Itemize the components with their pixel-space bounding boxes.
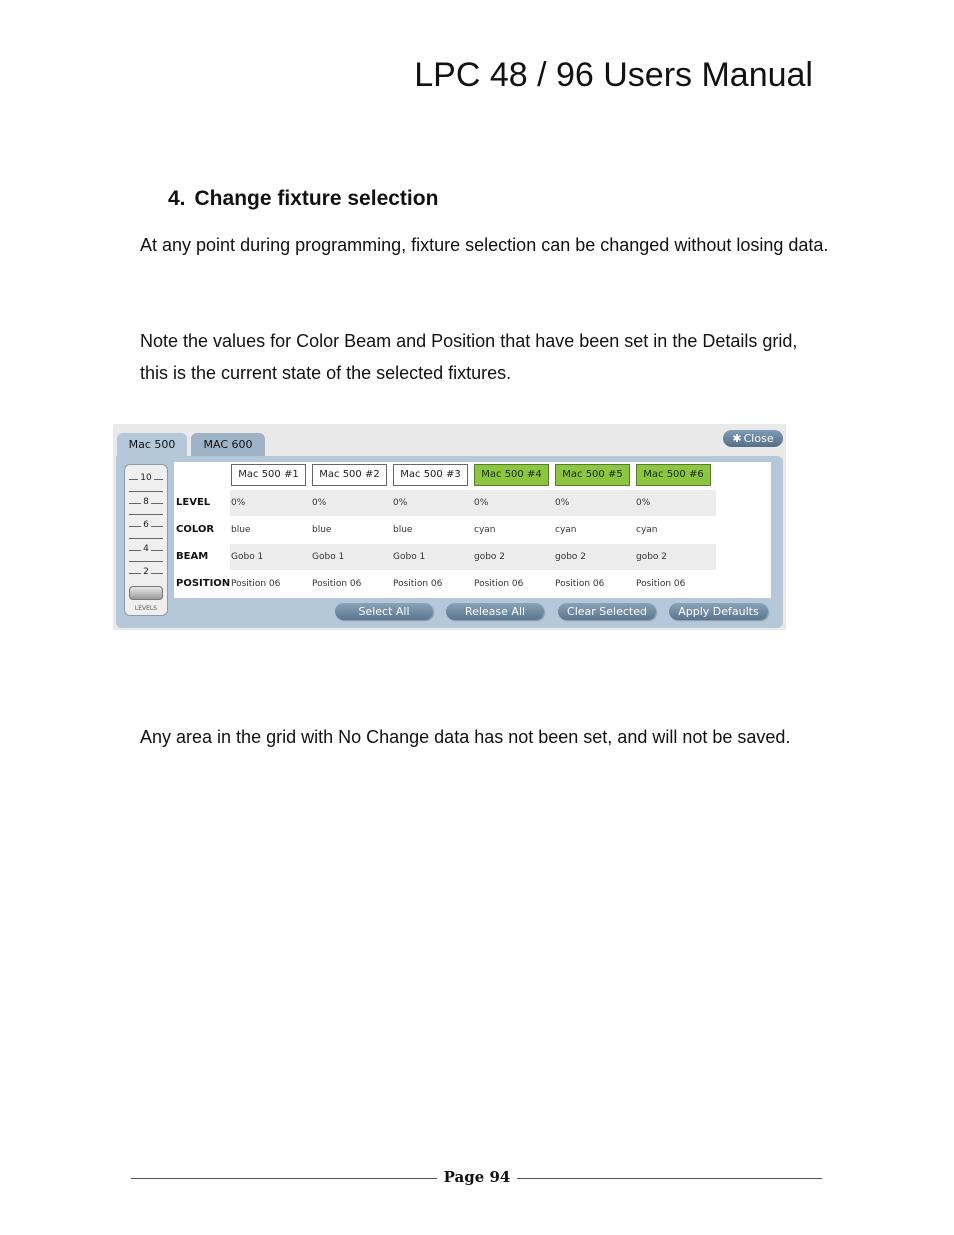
grid-cell[interactable]: 0% (636, 498, 651, 508)
slider-tick-label (129, 497, 163, 507)
fixture-panel-screenshot (113, 424, 786, 630)
slider-tick-text: 8 (143, 496, 149, 507)
close-button[interactable] (723, 430, 783, 447)
close-icon: ✱ (732, 432, 742, 445)
slider-minor-tick (129, 538, 163, 539)
tab-mac-600[interactable]: MAC 600 (191, 433, 265, 457)
grid-cell[interactable]: gobo 2 (636, 552, 668, 562)
section-number: 4. (168, 187, 186, 210)
grid-cell[interactable]: cyan (636, 525, 658, 535)
slider-tick-label (129, 520, 163, 530)
grid-cell[interactable]: Gobo 1 (393, 552, 426, 562)
grid-cell[interactable]: 0% (231, 498, 246, 508)
grid-cell[interactable]: 0% (312, 498, 327, 508)
grid-cell[interactable]: 0% (555, 498, 570, 508)
grid-cell[interactable]: Gobo 1 (312, 552, 345, 562)
fixture-header-4[interactable]: Mac 500 #4 (474, 464, 549, 486)
slider-tick-label (129, 473, 163, 483)
grid-cell[interactable]: cyan (555, 525, 577, 535)
slider-tick-text: 6 (143, 520, 149, 530)
footer-rule-right (517, 1178, 822, 1179)
fixture-header-3[interactable]: Mac 500 #3 (393, 464, 468, 486)
row-label-position: POSITION (176, 578, 231, 589)
footer-rule-left (131, 1178, 437, 1179)
grid-cell[interactable]: Position 06 (474, 579, 524, 589)
grid-cell[interactable]: Gobo 1 (231, 552, 264, 562)
slider-knob[interactable] (129, 586, 163, 600)
section-title: Change fixture selection (194, 187, 439, 210)
details-grid (174, 462, 771, 598)
slider-minor-tick (129, 491, 163, 492)
grid-cell[interactable]: Position 06 (393, 579, 443, 589)
grid-cell[interactable]: gobo 2 (474, 552, 506, 562)
slider-tick-label (129, 544, 163, 554)
slider-minor-tick (129, 514, 163, 515)
release-all-button[interactable]: Release All (446, 603, 544, 620)
close-button-label: Close (743, 432, 774, 445)
select-all-button[interactable]: Select All (335, 603, 433, 620)
grid-cell[interactable]: Position 06 (231, 579, 281, 589)
grid-cell[interactable]: Position 06 (555, 579, 605, 589)
grid-cell[interactable]: Position 06 (636, 579, 686, 589)
fixture-frame (116, 456, 783, 628)
clear-selected-button[interactable]: Clear Selected (558, 603, 656, 620)
paragraph-intro: At any point during programming, fixture selection can be changed without losing data. (140, 235, 829, 255)
level-slider[interactable] (124, 464, 168, 616)
grid-cell[interactable]: blue (231, 525, 251, 535)
grid-cell[interactable]: cyan (474, 525, 496, 535)
section-heading (168, 187, 438, 211)
fixture-header-2[interactable]: Mac 500 #2 (312, 464, 387, 486)
fixture-header-5[interactable]: Mac 500 #5 (555, 464, 630, 486)
grid-cell[interactable]: blue (393, 525, 413, 535)
row-label-level: LEVEL (176, 497, 211, 508)
row-label-beam: BEAM (176, 551, 209, 562)
slider-tick-text: 10 (140, 473, 152, 483)
grid-cell[interactable]: 0% (393, 498, 408, 508)
paragraph-no-change: Any area in the grid with No Change data has not been set, and will not be saved. (140, 727, 791, 747)
slider-label: LEVELS (134, 605, 158, 612)
fixture-header-1[interactable]: Mac 500 #1 (231, 464, 306, 486)
paragraph-note: Note the values for Color Beam and Position that have been set in the Details grid, this is the current state of the selected fixtures. (140, 331, 798, 383)
tab-mac-500[interactable]: Mac 500 (117, 433, 187, 457)
slider-tick-label (129, 567, 163, 577)
slider-minor-tick (129, 561, 163, 562)
grid-cell[interactable]: 0% (474, 498, 489, 508)
document-title: LPC 48 / 96 Users Manual (414, 56, 813, 94)
slider-tick-text: 4 (143, 543, 149, 554)
row-label-color: COLOR (176, 524, 215, 535)
grid-cell[interactable]: blue (312, 525, 332, 535)
grid-cell[interactable]: Position 06 (312, 579, 362, 589)
grid-cell[interactable]: gobo 2 (555, 552, 587, 562)
apply-defaults-button[interactable]: Apply Defaults (669, 603, 768, 620)
fixture-header-6[interactable]: Mac 500 #6 (636, 464, 711, 486)
page-number: Page 94 (443, 1168, 511, 1186)
slider-tick-text: 2 (143, 567, 149, 577)
